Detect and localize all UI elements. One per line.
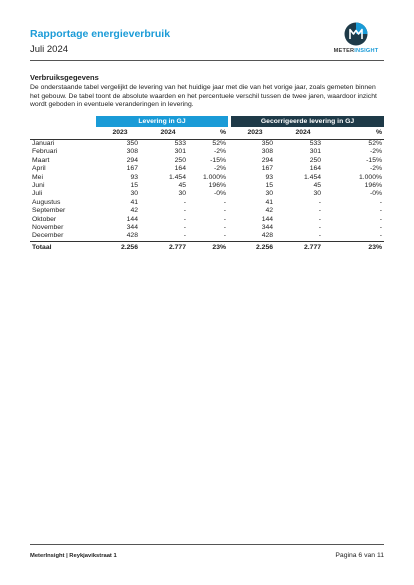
value-cell: 301	[174, 148, 186, 156]
column-header-row	[30, 127, 384, 140]
value-cell: 308	[261, 148, 274, 156]
value-cell: -	[318, 232, 322, 240]
value-cell: -	[379, 215, 383, 223]
group-header-levering: Levering in GJ	[96, 116, 228, 127]
value-cell: 1.454	[304, 173, 322, 181]
value-cell: 30	[178, 190, 186, 198]
value-cell: 41	[265, 198, 274, 206]
value-cell: 344	[126, 224, 138, 232]
value-cell: 294	[261, 156, 274, 164]
table-row	[30, 216, 384, 224]
month-cell: Augustus	[32, 198, 61, 206]
column-header: 2024	[144, 127, 192, 140]
value-cell: -	[318, 207, 322, 215]
value-cell: 533	[309, 140, 322, 147]
value-cell: 144	[261, 215, 274, 223]
page-number: Pagina 6 van 11	[335, 552, 384, 559]
value-cell: 294	[126, 156, 138, 164]
value-cell: -	[223, 207, 227, 215]
month-cell: Juni	[32, 182, 45, 190]
column-header: 2023	[96, 127, 144, 140]
usage-table-wrapper	[30, 116, 384, 253]
table-row	[30, 140, 384, 149]
value-cell: 1.000%	[358, 173, 383, 181]
group-header-gecorrigeerd: Gecorrigeerde levering in GJ	[231, 116, 384, 127]
table-row	[30, 148, 384, 156]
logo-wordmark	[326, 48, 386, 54]
report-title: Rapportage energieverbruik	[30, 28, 171, 40]
usage-section	[30, 73, 384, 110]
value-cell: -	[223, 198, 227, 206]
table-row	[30, 207, 384, 215]
value-cell: 428	[261, 232, 274, 240]
value-cell: -	[379, 198, 383, 206]
value-cell: -2%	[213, 165, 227, 173]
value-cell: -2%	[369, 165, 383, 173]
month-cell: Oktober	[32, 215, 57, 223]
value-cell: -	[183, 232, 186, 240]
column-header: %	[327, 127, 384, 140]
value-cell: 23%	[192, 241, 228, 253]
table-row	[30, 190, 384, 198]
value-cell: 15	[265, 182, 274, 190]
value-cell: 52%	[212, 140, 227, 147]
value-cell: 1.000%	[202, 173, 227, 181]
group-header-row	[30, 116, 384, 127]
value-cell: -	[183, 198, 186, 206]
logo-wordmark-accent: INSIGHT	[354, 48, 379, 54]
value-cell: -	[379, 224, 383, 232]
section-description: De onderstaande tabel vergelijkt de levering van het huidige jaar met die van het vorige jaar, zoals gemeten binnen het gebouw. De tabel toont de absolute waarden en het percentuele verschil tussen de twee jaren, waardoor inzicht wordt geboden in eventuele veranderingen in levering.	[30, 84, 377, 109]
value-cell: -	[318, 215, 322, 223]
value-cell: -15%	[210, 156, 227, 164]
table-row	[30, 165, 384, 173]
column-header: 2024	[279, 127, 327, 140]
footer-divider	[30, 544, 384, 545]
footer-company: MeterInsight | Reykjavikstraat 1	[30, 553, 117, 559]
value-cell: -2%	[213, 148, 227, 156]
month-cell: April	[32, 165, 46, 173]
value-cell: 344	[261, 224, 274, 232]
value-cell: 308	[126, 148, 138, 156]
value-cell: 23%	[327, 241, 384, 253]
value-cell: 167	[126, 165, 138, 173]
column-header: 2023	[231, 127, 279, 140]
value-cell: -	[183, 215, 186, 223]
table-row	[30, 232, 384, 241]
table-row	[30, 199, 384, 207]
value-cell: 30	[313, 190, 322, 198]
value-cell: 533	[174, 140, 186, 147]
column-header: %	[192, 127, 228, 140]
value-cell: -	[318, 224, 322, 232]
value-cell: 93	[265, 173, 274, 181]
value-cell: -	[183, 207, 186, 215]
value-cell: 250	[309, 156, 322, 164]
value-cell: 45	[178, 182, 186, 190]
value-cell: -	[379, 207, 383, 215]
value-cell: -	[223, 224, 227, 232]
value-cell: 301	[309, 148, 322, 156]
meterinsight-logo-icon	[344, 22, 368, 46]
value-cell: 164	[174, 165, 186, 173]
value-cell: 2.777	[279, 241, 327, 253]
value-cell: -	[318, 198, 322, 206]
value-cell: 164	[309, 165, 322, 173]
value-cell: 42	[265, 207, 274, 215]
value-cell: 196%	[364, 182, 383, 190]
value-cell: 250	[174, 156, 186, 164]
value-cell: 2.777	[144, 241, 192, 253]
month-cell: Mei	[32, 173, 43, 181]
value-cell: 144	[126, 215, 138, 223]
value-cell: 1.454	[168, 173, 186, 181]
value-cell: 350	[261, 140, 274, 147]
value-cell: -	[379, 232, 383, 240]
logo-wordmark-main: METER	[333, 48, 355, 54]
month-cell: Totaal	[30, 241, 96, 253]
value-cell: 45	[313, 182, 322, 190]
value-cell: -2%	[369, 148, 383, 156]
month-cell: Maart	[32, 156, 50, 164]
total-row	[30, 241, 384, 253]
value-cell: 42	[130, 207, 138, 215]
value-cell: 52%	[368, 140, 383, 147]
table-row	[30, 157, 384, 165]
usage-table	[30, 116, 384, 253]
value-cell: -0%	[369, 190, 383, 198]
value-cell: 15	[130, 182, 138, 190]
month-cell: December	[32, 232, 64, 240]
section-title: Verbruiksgegevens	[30, 73, 99, 82]
value-cell: 30	[130, 190, 138, 198]
month-cell: Juli	[32, 190, 43, 198]
value-cell: -0%	[213, 190, 227, 198]
value-cell: 196%	[208, 182, 227, 190]
table-row	[30, 224, 384, 232]
value-cell: 428	[126, 232, 138, 240]
report-header	[30, 28, 170, 56]
value-cell: -	[223, 232, 227, 240]
header-divider	[30, 60, 384, 61]
value-cell: 41	[130, 198, 138, 206]
value-cell: 30	[265, 190, 274, 198]
report-subtitle: Juli 2024	[30, 44, 69, 55]
month-cell: Februari	[32, 148, 58, 156]
value-cell: 93	[130, 173, 138, 181]
value-cell: 2.256	[96, 241, 144, 253]
value-cell: -	[223, 215, 227, 223]
month-cell: November	[32, 224, 64, 232]
table-body	[30, 140, 384, 253]
value-cell: 167	[261, 165, 274, 173]
value-cell: -15%	[366, 156, 383, 164]
company-logo	[326, 22, 386, 54]
value-cell: 350	[126, 140, 138, 147]
table-row	[30, 174, 384, 182]
month-cell: Januari	[32, 140, 55, 147]
month-cell: September	[32, 207, 66, 215]
table-row	[30, 182, 384, 190]
value-cell: -	[183, 224, 186, 232]
value-cell: 2.256	[231, 241, 279, 253]
